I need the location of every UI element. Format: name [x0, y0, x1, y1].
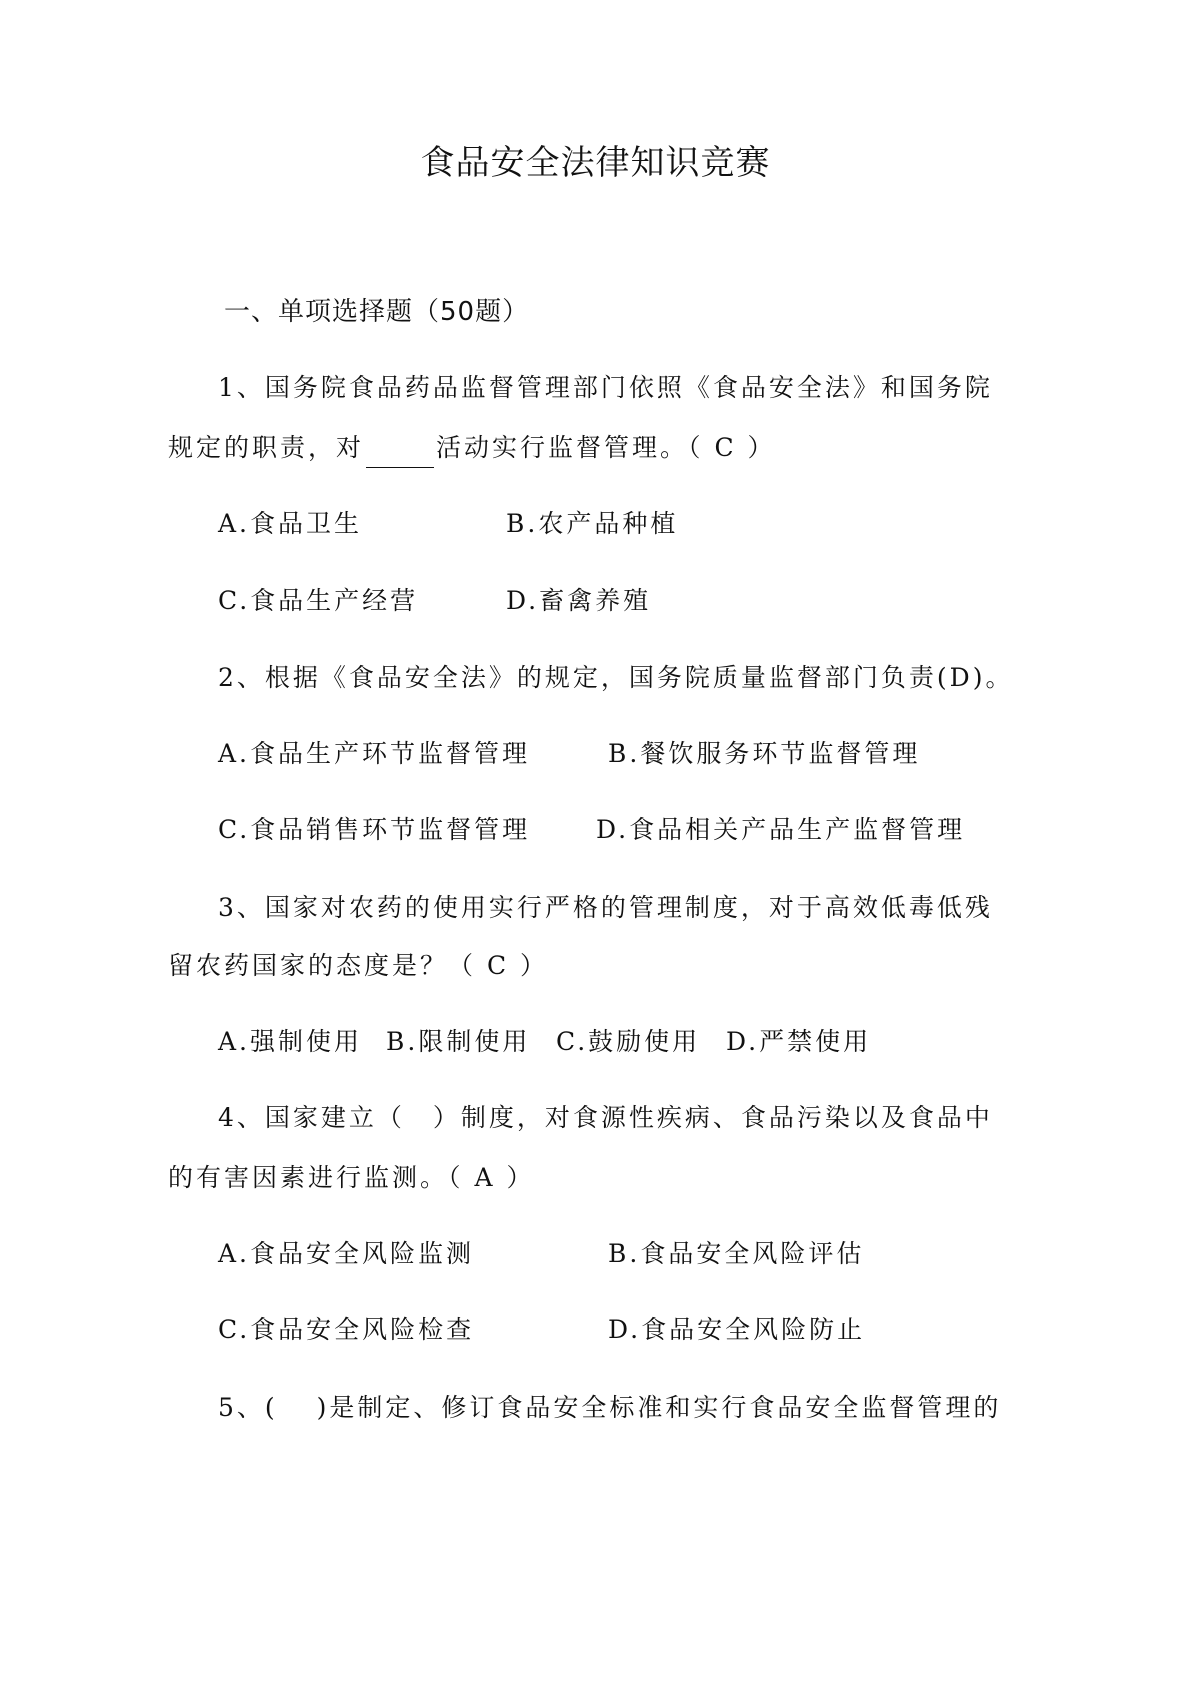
question-3-option-d: D.严禁使用	[726, 1027, 872, 1056]
question-4-option-d: D.食品安全风险防止	[608, 1315, 866, 1344]
question-3-option-b: B.限制使用	[386, 1027, 531, 1056]
question-3-option-a: A.强制使用	[218, 1027, 363, 1056]
question-2-option-d: D.食品相关产品生产监督管理	[596, 815, 966, 844]
answer-blank	[366, 437, 434, 468]
question-2-option-b: B.餐饮服务环节监督管理	[608, 739, 921, 768]
section-heading: 一、单项选择题（50题）	[224, 297, 530, 327]
question-1-option-a: A.食品卫生	[218, 509, 363, 538]
question-3-option-c: C.鼓励使用	[556, 1027, 701, 1056]
question-5-line-1: 5、( )是制定、修订食品安全标准和实行食品安全监督管理的	[218, 1393, 1002, 1422]
question-3-line-2: 留农药国家的态度是？（ C ）	[168, 951, 549, 980]
question-3-line-1: 3、国家对农药的使用实行严格的管理制度，对于高效低毒低残	[218, 893, 993, 922]
question-2-option-a: A.食品生产环节监督管理	[218, 739, 531, 768]
question-4-option-c: C.食品安全风险检查	[218, 1315, 475, 1344]
question-2-line-1: 2、根据《食品安全法》的规定，国务院质量监督部门负责(D)。	[218, 663, 1014, 692]
question-1-text-after-blank: 活动实行监督管理。（ C ）	[436, 433, 776, 462]
question-1-option-d: D.畜禽养殖	[506, 586, 652, 615]
question-4-option-a: A.食品安全风险监测	[218, 1239, 475, 1268]
question-4-option-b: B.食品安全风险评估	[608, 1239, 865, 1268]
question-1-text-before-blank: 规定的职责，对	[168, 433, 365, 462]
question-1-option-b: B.农产品种植	[506, 509, 679, 538]
question-1-line-1: 1、国务院食品药品监督管理部门依照《食品安全法》和国务院	[218, 373, 993, 402]
question-4-line-1: 4、国家建立（ ）制度，对食源性疾病、食品污染以及食品中	[218, 1103, 993, 1132]
document-title: 食品安全法律知识竞赛	[420, 143, 771, 183]
question-2-option-c: C.食品销售环节监督管理	[218, 815, 531, 844]
question-1-line-2	[168, 428, 776, 468]
question-1-option-c: C.食品生产经营	[218, 586, 419, 615]
question-4-line-2: 的有害因素进行监测。（ A ）	[168, 1163, 535, 1192]
